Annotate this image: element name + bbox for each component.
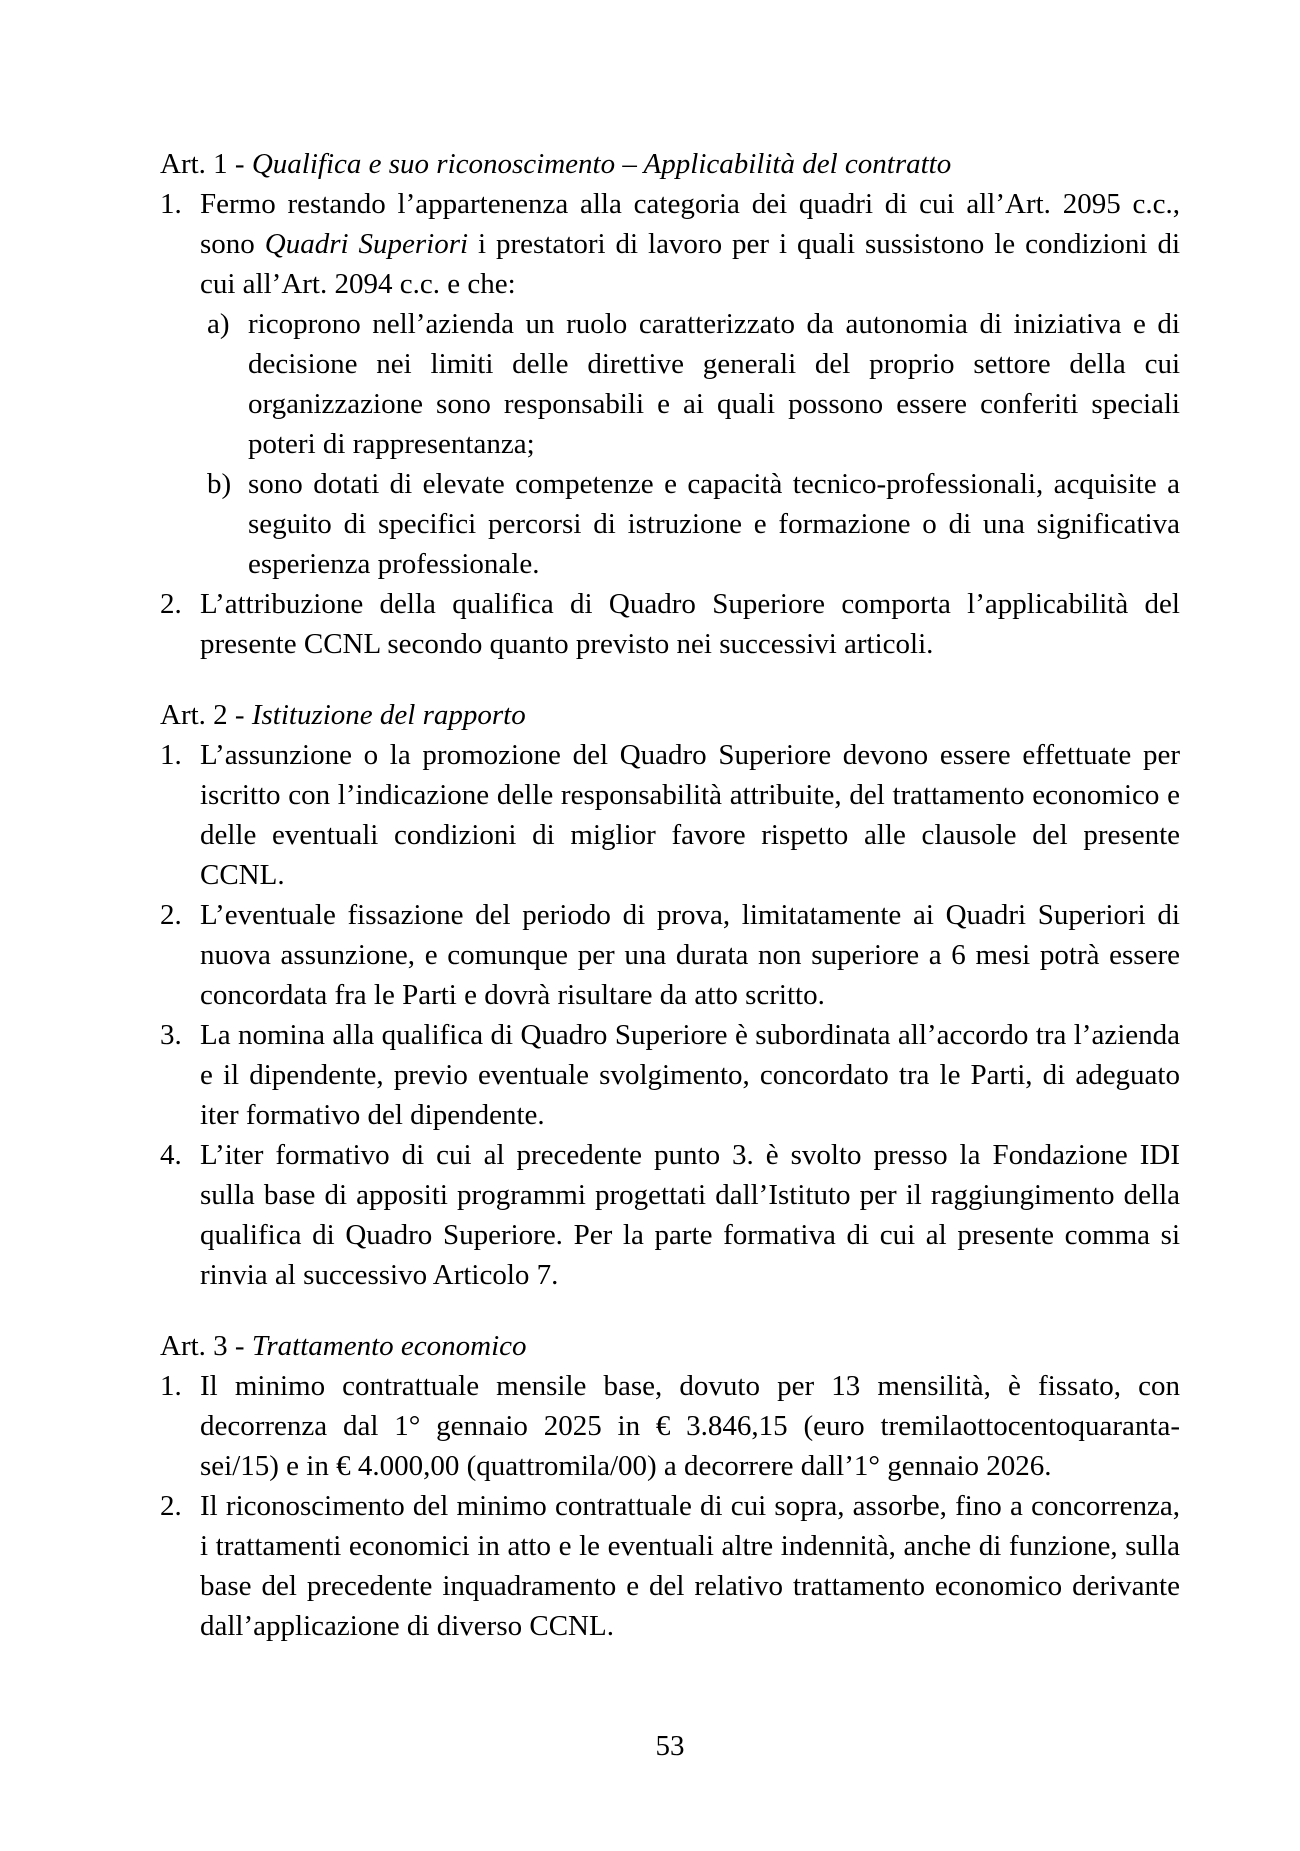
numbered-item bbox=[160, 1366, 1180, 1486]
article-heading-number: Art. 3 - bbox=[160, 1330, 252, 1362]
page-number: 53 bbox=[655, 1730, 685, 1762]
item-text bbox=[200, 588, 1180, 660]
numbered-item bbox=[160, 1135, 1180, 1295]
item-text bbox=[200, 188, 1180, 300]
item-marker: 4. bbox=[160, 1139, 182, 1171]
item-text bbox=[200, 1370, 1180, 1482]
italic-text-run: Quadri Superiori bbox=[264, 228, 469, 260]
text-run: sono dotati di elevate competenze e capacità tecnico-professionali, acquisite a seguito di specifici percorsi di istruzione e formazione o di una significativa esperienza professionale. bbox=[248, 468, 1180, 580]
article-heading-title: Istituzione del rapporto bbox=[251, 699, 526, 731]
item-marker: 2. bbox=[160, 899, 182, 931]
article-heading-title: Trattamento economico bbox=[251, 1330, 527, 1362]
subitem-text bbox=[248, 308, 1180, 460]
lettered-subitem bbox=[160, 304, 1180, 464]
numbered-item bbox=[160, 584, 1180, 664]
item-text bbox=[200, 1139, 1180, 1291]
item-marker: 2. bbox=[160, 1490, 182, 1522]
item-marker: 1. bbox=[160, 188, 182, 220]
article-section bbox=[160, 1326, 1180, 1646]
article-heading bbox=[160, 1326, 1180, 1366]
subitem-marker: a) bbox=[207, 308, 230, 340]
text-run: L’iter formativo di cui al precedente punto 3. è svolto presso la Fondazione IDI sulla base di appositi programmi progettati dall’Istituto per il raggiungimento della qualifica di Quadro Superiore. Per la parte formativa di cui al presente comma si rinvia al successivo Articolo 7. bbox=[200, 1139, 1180, 1291]
text-run: i prestatori di lavoro per i quali sussistono le condizioni di cui all’Art. 2094 c.c. e che: bbox=[200, 228, 1181, 300]
subitem-marker: b) bbox=[207, 468, 232, 500]
text-run: Il riconoscimento del minimo contrattuale di cui sopra, assorbe, fino a concorrenza, i trattamenti economici in atto e le eventuali altre indennità, anche di funzione, sulla base del precedente inquadramento e del relativo trattamento economico derivante dall’applicazione di diverso CCNL. bbox=[200, 1490, 1180, 1642]
item-text bbox=[200, 1019, 1180, 1131]
item-text bbox=[200, 899, 1180, 1011]
text-run: ricoprono nell’azienda un ruolo caratterizzato da autonomia di iniziativa e di decisione nei limiti delle direttive generali del proprio settore della cui organizzazione sono responsabili e ai quali possono essere conferiti speciali poteri di rappresentanza; bbox=[248, 308, 1180, 460]
numbered-item bbox=[160, 1486, 1180, 1646]
text-run: L’eventuale fissazione del periodo di prova, limitatamente ai Quadri Superiori di nuova assunzione, e comunque per una durata non superiore a 6 mesi potrà essere concordata fra le Parti e dovrà risultare da atto scritto. bbox=[200, 899, 1180, 1011]
text-run: La nomina alla qualifica di Quadro Superiore è subordinata all’accordo tra l’azienda e il dipendente, previo eventuale svolgimento, concordato tra le Parti, di adeguato iter formativo del dipendente. bbox=[200, 1019, 1180, 1131]
item-marker: 3. bbox=[160, 1019, 182, 1051]
article-heading bbox=[160, 695, 1180, 735]
numbered-item bbox=[160, 735, 1180, 895]
numbered-item bbox=[160, 1015, 1180, 1135]
text-run: L’assunzione o la promozione del Quadro Superiore devono essere effettuate per iscritto con l’indicazione delle responsabilità attribuite, del trattamento economico e delle eventuali condizioni di miglior favore rispetto alle clausole del presente CCNL. bbox=[200, 739, 1180, 891]
article-section bbox=[160, 144, 1180, 664]
numbered-item bbox=[160, 184, 1180, 304]
item-marker: 1. bbox=[160, 739, 182, 771]
item-text bbox=[200, 739, 1180, 891]
text-run: Fermo restando l’appartenenza alla categoria dei quadri di cui all’Art. 2095 c.c., sono bbox=[200, 188, 1180, 260]
lettered-subitem bbox=[160, 464, 1180, 584]
item-marker: 2. bbox=[160, 588, 182, 620]
document-body bbox=[160, 144, 1180, 1646]
numbered-item bbox=[160, 895, 1180, 1015]
subitem-text bbox=[248, 468, 1180, 580]
text-run: Il minimo contrattuale mensile base, dovuto per 13 mensilità, è fissato, con decorrenza dal 1° gennaio 2025 in € 3.846,15 (euro tremilaottocentoquaranta-sei/15) e in € 4.000,00 (quattromila/00) a decorrere dall’1° gennaio 2026. bbox=[200, 1370, 1180, 1482]
article-heading-title: Qualifica e suo riconoscimento – Applicabilità del contratto bbox=[251, 148, 952, 180]
article-heading-number: Art. 2 - bbox=[160, 699, 252, 731]
item-text bbox=[200, 1490, 1180, 1642]
item-marker: 1. bbox=[160, 1370, 182, 1402]
article-heading bbox=[160, 144, 1180, 184]
article-heading-number: Art. 1 - bbox=[160, 148, 252, 180]
article-section bbox=[160, 695, 1180, 1295]
text-run: L’attribuzione della qualifica di Quadro Superiore comporta l’applicabilità del presente CCNL secondo quanto previsto nei successivi articoli. bbox=[200, 588, 1180, 660]
